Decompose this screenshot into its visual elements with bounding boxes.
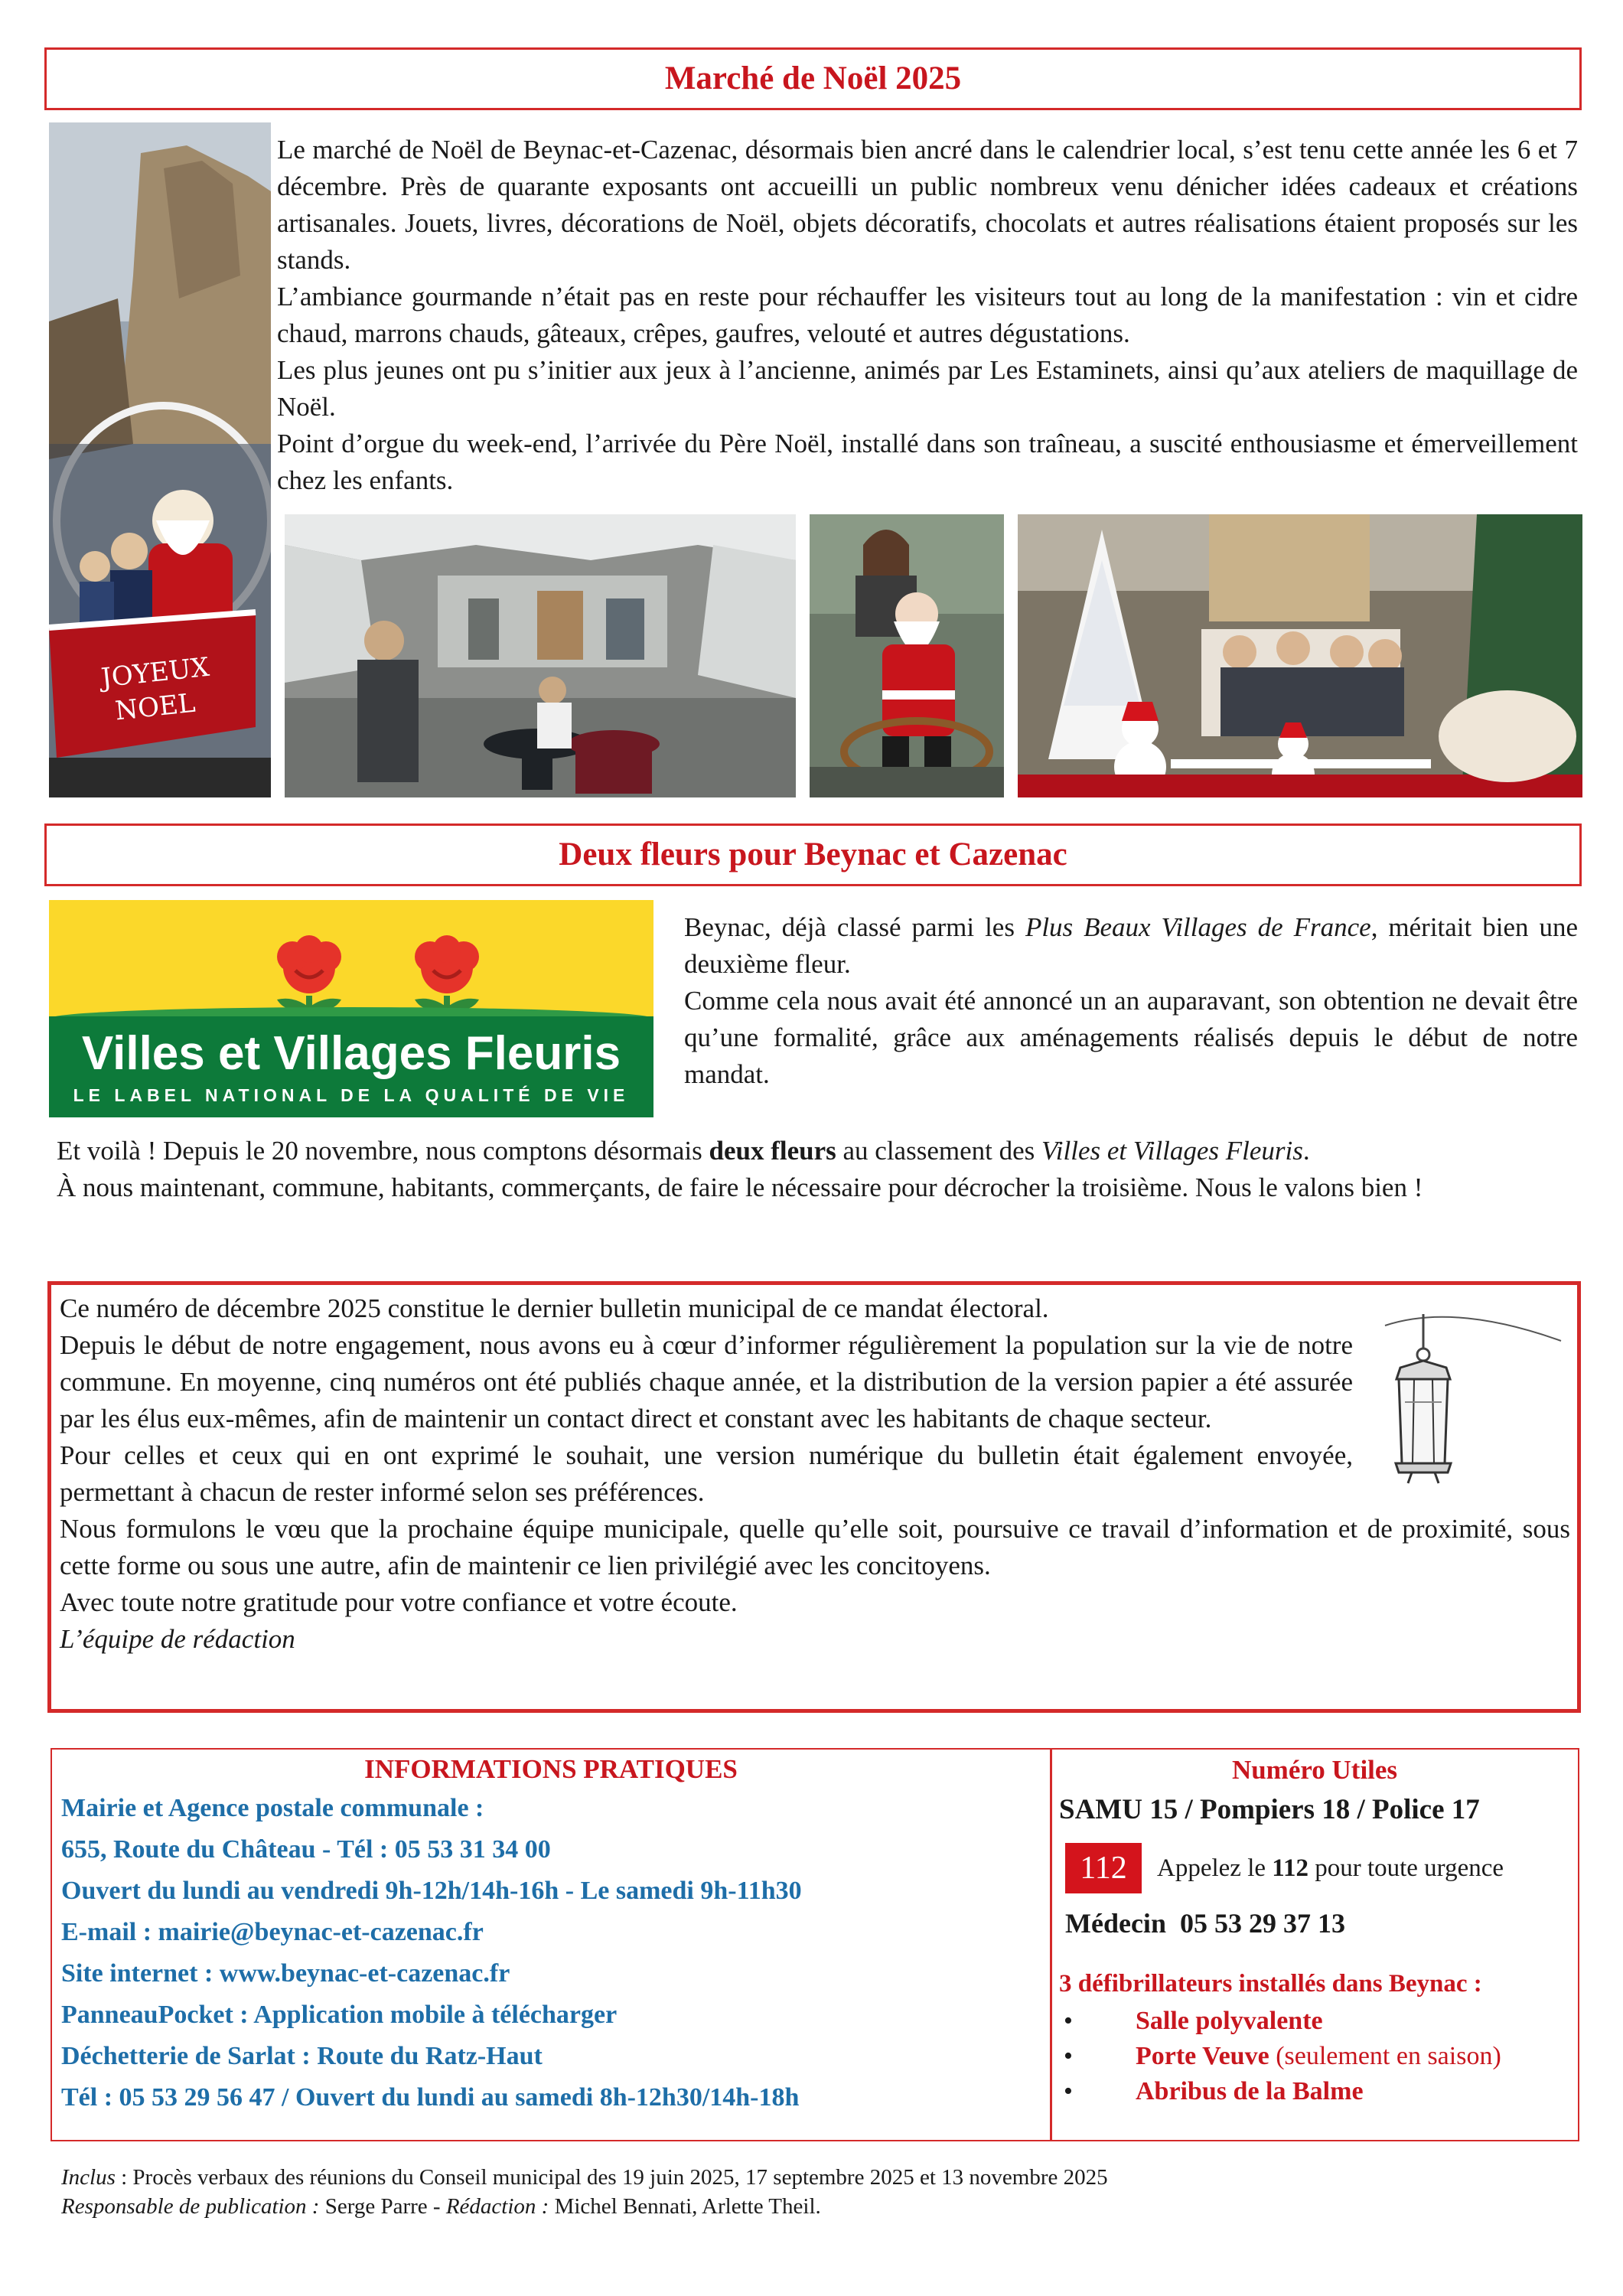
photo-santa-chair (810, 514, 1004, 797)
editorial-paragraph: Avec toute notre gratitude pour votre confiance et votre écoute. (60, 1587, 738, 1617)
photo-santa-sleigh (49, 122, 271, 797)
villes-villages-fleuris-logo (49, 900, 653, 1117)
marche-paragraph: L’ambiance gourmande n’était pas en reste pour réchauffer les visiteurs tout au long de la manifestation : vin et cidre chaud, marrons chauds, gâteaux, crêpes, gaufres, velouté et autres dégustations. (277, 282, 1578, 348)
editorial-paragraph: Ce numéro de décembre 2025 constitue le dernier bulletin municipal de ce mandat électoral. (60, 1293, 1049, 1323)
fleurs-text-right (684, 909, 1578, 1093)
defib-list (1059, 2004, 1579, 2109)
info-divider (1050, 1748, 1052, 2141)
flowers-icon (49, 900, 653, 1015)
numbers-heading: Numéro Utiles (1231, 1755, 1398, 1785)
doctor-number: Médecin 05 53 29 37 13 (1065, 1908, 1345, 1939)
editorial-signature: L’équipe de rédaction (60, 1624, 295, 1654)
editorial-paragraph: Pour celles et ceux qui en ont exprimé le souhait, une version numérique du bulletin était également envoyée, permettant à chacun de rester informé selon ses préférences. (60, 1440, 1353, 1507)
section-title-text: Deux fleurs pour Beynac et Cazenac (559, 837, 1067, 872)
defib-heading: 3 défibrillateurs installés dans Beynac : (1059, 1970, 1482, 1998)
info-line-mairie: Mairie et Agence postale communale : (61, 1794, 484, 1822)
fleurs-paragraph: À nous maintenant, commune, habitants, commerçants, de faire le nécessaire pour décrocher la troisième. Nous le valons bien ! (57, 1172, 1423, 1202)
editorial-text (60, 1290, 1570, 1658)
info-line-website[interactable]: Site internet : www.beynac-et-cazenac.fr (61, 1959, 510, 1988)
info-line-dechetterie: Déchetterie de Sarlat : Route du Ratz-Haut (61, 2042, 543, 2070)
marche-paragraph: Point d’orgue du week-end, l’arrivée du Père Noël, installé dans son traîneau, a suscité enthousiasme et émerveillement chez les enfants. (277, 429, 1578, 495)
fleurs-paragraph: Comme cela nous avait été annoncé un an auparavant, son obtention ne devait être qu’une formalité, grâce aux aménagements réalisés depuis le début de notre mandat. (684, 986, 1578, 1089)
info-lines (61, 1788, 1048, 2118)
marche-paragraph: Le marché de Noël de Beynac-et-Cazenac, désormais bien ancré dans le calendrier local, s’est tenu cette année les 6 et 7 décembre. Près de quarante exposants ont accueilli un public nombreux venu dénicher idées cadeaux et créations artisanales. Jouets, livres, décorations de Noël, objets décoratifs, chocolats et autres réalisations étaient proposés sur les stands. (277, 135, 1578, 275)
section-title-marche (44, 47, 1582, 110)
footer (61, 2163, 1576, 2221)
fleurs-paragraph: Beynac, déjà classé parmi les Plus Beaux Villages de France, méritait bien une deuxième fleur. (684, 912, 1578, 979)
marche-paragraph: Les plus jeunes ont pu s’initier aux jeux à l’ancienne, animés par Les Estaminets, ainsi qu’aux ateliers de maquillage de Noël. (277, 355, 1578, 422)
editorial-paragraph: Depuis le début de notre engagement, nous avons eu à cœur d’informer régulièrement la population sur la vie de notre commune. En moyenne, cinq numéros ont été publiés chaque année, et la distribution de la version papier a été assurée par les élus eux-mêmes, afin de maintenir un contact direct et constant avec les habitants de chaque secteur. (60, 1330, 1353, 1433)
emergency-numbers: SAMU 15 / Pompiers 18 / Police 17 (1059, 1794, 1480, 1825)
info-line-panneaupocket: PanneauPocket : Application mobile à télécharger (61, 2001, 618, 2029)
defib-item: • Porte Veuve (seulement en saison) (1059, 2039, 1579, 2074)
section-title-fleurs (44, 823, 1582, 886)
photo-market-stalls (285, 514, 796, 797)
fleurs-paragraph: Et voilà ! Depuis le 20 novembre, nous comptons désormais deux fleurs au classement des Villes et Villages Fleuris. (57, 1136, 1310, 1166)
section-title-text: Marché de Noël 2025 (664, 60, 962, 96)
footer-included: Inclus : Procès verbaux des réunions du Conseil municipal des 19 juin 2025, 17 septembre 2025 et 13 novembre 2025 (61, 2165, 1108, 2190)
info-line-address: 655, Route du Château - Tél : 05 53 31 34 00 (61, 1835, 551, 1864)
photo-christmas-display (1018, 514, 1582, 797)
info-line-hours: Ouvert du lundi au vendredi 9h-12h/14h-16h - Le samedi 9h-11h30 (61, 1877, 802, 1905)
defib-item: • Salle polyvalente (1059, 2004, 1579, 2039)
info-line-dechetterie-tel: Tél : 05 53 29 56 47 / Ouvert du lundi au samedi 8h-12h30/14h-18h (61, 2083, 800, 2112)
logo-subtitle: LE LABEL NATIONAL DE LA QUALITÉ DE VIE (73, 1085, 630, 1105)
call-112-text: Appelez le 112 pour toute urgence (1157, 1854, 1504, 1882)
sleigh-text: JOYEUX (99, 651, 211, 694)
fleurs-text-bottom (57, 1133, 1578, 1206)
defib-item: • Abribus de la Balme (1059, 2074, 1579, 2109)
badge-112: 112 (1065, 1843, 1142, 1893)
svg-text:NOEL: NOEL (113, 687, 197, 727)
logo-title: Villes et Villages Fleuris (81, 1027, 621, 1080)
info-line-email[interactable]: E-mail : mairie@beynac-et-cazenac.fr (61, 1918, 484, 1946)
footer-credits: Responsable de publication : Serge Parre - Rédaction : Michel Bennati, Arlette Theil. (61, 2194, 821, 2219)
marche-text (277, 132, 1578, 499)
editorial-paragraph: Nous formulons le vœu que la prochaine équipe municipale, quelle qu’elle soit, poursuive ce travail d’information et de proximité, sous cette forme ou sous une autre, afin de maintenir ce lien privilégié avec les concitoyens. (60, 1514, 1570, 1580)
info-heading: INFORMATIONS PRATIQUES (364, 1754, 738, 1784)
